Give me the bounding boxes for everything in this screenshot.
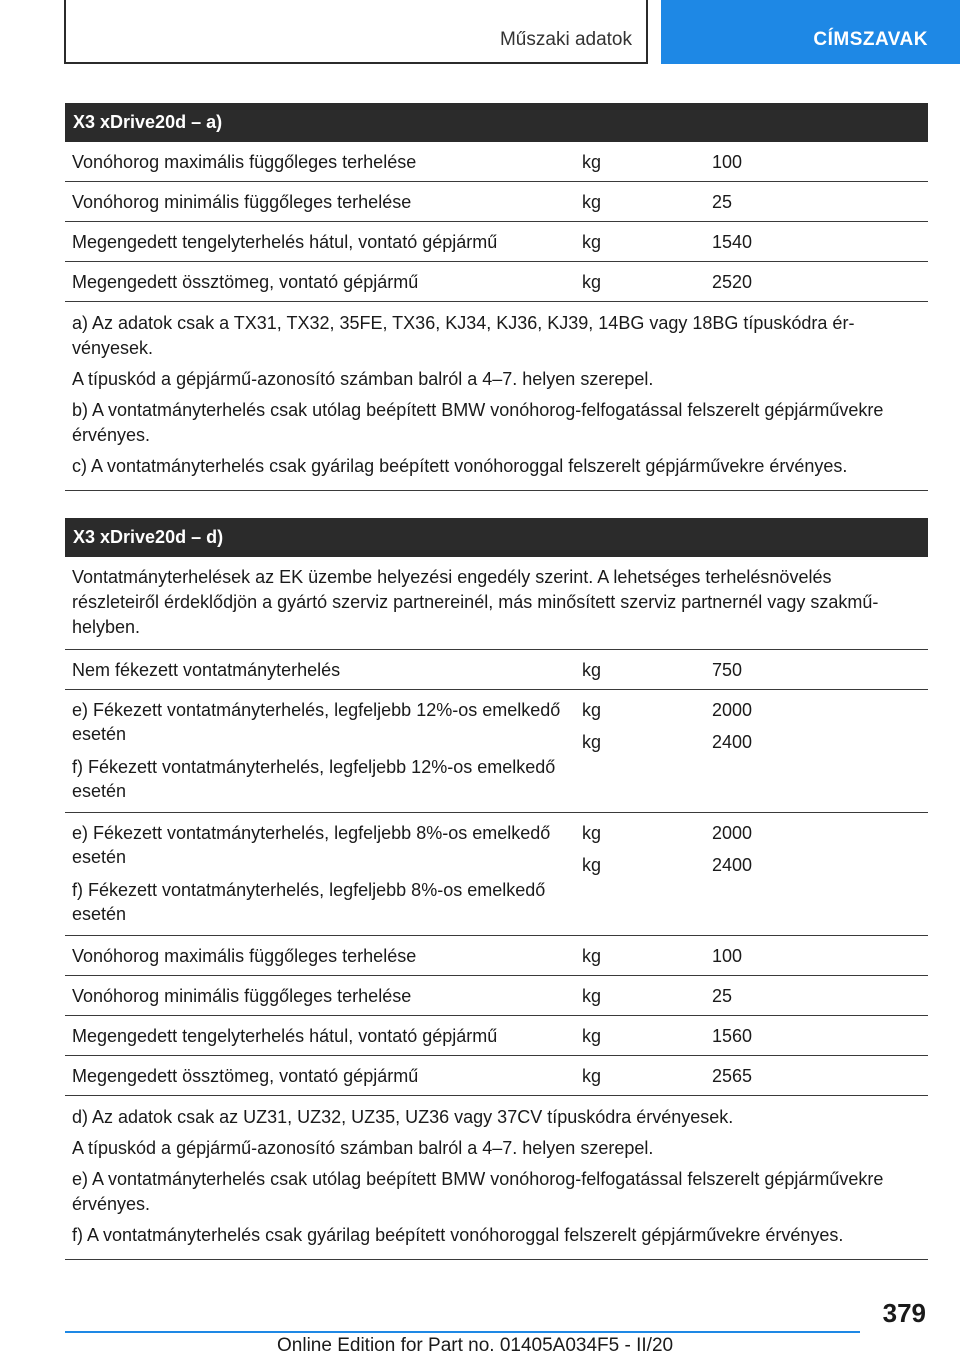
table-row: Vonóhorog maximális függőleges terhelése kg 100: [65, 142, 928, 182]
table-x3-xdrive20d-a: [65, 103, 928, 491]
footnote: e) A vontatmányterhelés csak utólag beépített BMW vonóhorog-felfogatással felszerelt gépjárművekre érvényes.: [72, 1169, 884, 1214]
page-number: 379: [882, 1298, 926, 1328]
table-row: Vonóhorog minimális függőleges terhelése kg 25: [65, 976, 928, 1016]
table-intro: Vontatmányterhelések az EK üzembe helyezési engedély szerint. A lehetséges terhelésnövelés részleteiről érdeklődjön a gyártó szerviz partnereinél, más minősített szerviz partnernél vagy szakműhelyben.: [65, 557, 928, 650]
footnote: d) Az adatok csak az UZ31, UZ32, UZ35, UZ36 vagy 37CV típuskódra érvényesek.: [72, 1107, 734, 1127]
footer-divider: [65, 1331, 860, 1333]
table-title: X3 xDrive20d – a): [65, 103, 928, 142]
footnote: f) A vontatmányterhelés csak gyárilag beépített vonóhoroggal felszerelt gépjárművekre érvényes.: [72, 1225, 844, 1245]
table-row: Vonóhorog maximális függőleges terhelése kg 100: [65, 936, 928, 976]
index-tab-label: CÍMSZAVAK: [813, 29, 928, 50]
edition-link[interactable]: Online Edition for Part no. 01405A034F5 - II/20: [277, 1335, 674, 1356]
section-tab[interactable]: [64, 0, 648, 64]
footnote: A típuskód a gépjármű-azonosító számban balról a 4–7. helyen szerepel.: [72, 369, 654, 389]
index-tab[interactable]: [661, 0, 960, 64]
table-x3-xdrive20d-d: [65, 518, 928, 1260]
section-tab-label: Műszaki adatok: [499, 29, 632, 50]
table-footnotes: [65, 1096, 928, 1260]
table-row: e) Fékezett vontatmányterhelés, legfeljebb 8%-os emelkedő esetén f) Fékezett vontatmányterhelés, legfeljebb 8%-os emelkedő esetén kg kg 2000 2400: [65, 813, 928, 936]
table-row: Megengedett tengelyterhelés hátul, vontató gépjármű kg 1560: [65, 1016, 928, 1056]
table-title: X3 xDrive20d – d): [65, 518, 928, 557]
footnote: A típuskód a gépjármű-azonosító számban balról a 4–7. helyen szerepel.: [72, 1138, 654, 1158]
table-footnotes: [65, 302, 928, 491]
footnote: c) A vontatmányterhelés csak gyárilag beépített vonóhoroggal felszerelt gépjárművekre érvényes.: [72, 456, 848, 476]
footnote: a) Az adatok csak a TX31, TX32, 35FE, TX36, KJ34, KJ36, KJ39, 14BG vagy 18BG típuskódra érvényesek.: [72, 313, 855, 358]
table-row: e) Fékezett vontatmányterhelés, legfeljebb 12%-os emelkedő esetén f) Fékezett vontatmányterhelés, legfeljebb 12%-os emelkedő esetén kg kg 2000 2400: [65, 690, 928, 813]
table-row: Megengedett össztömeg, vontató gépjármű kg 2565: [65, 1056, 928, 1096]
table-row: Nem fékezett vontatmányterhelés kg 750: [65, 650, 928, 690]
table-row: Vonóhorog minimális függőleges terhelése kg 25: [65, 182, 928, 222]
table-row: Megengedett össztömeg, vontató gépjármű kg 2520: [65, 262, 928, 302]
footnote: b) A vontatmányterhelés csak utólag beépített BMW vonóhorog-felfogatással felszerelt gépjárművekre érvényes.: [72, 400, 884, 445]
table-row: Megengedett tengelyterhelés hátul, vontató gépjármű kg 1540: [65, 222, 928, 262]
